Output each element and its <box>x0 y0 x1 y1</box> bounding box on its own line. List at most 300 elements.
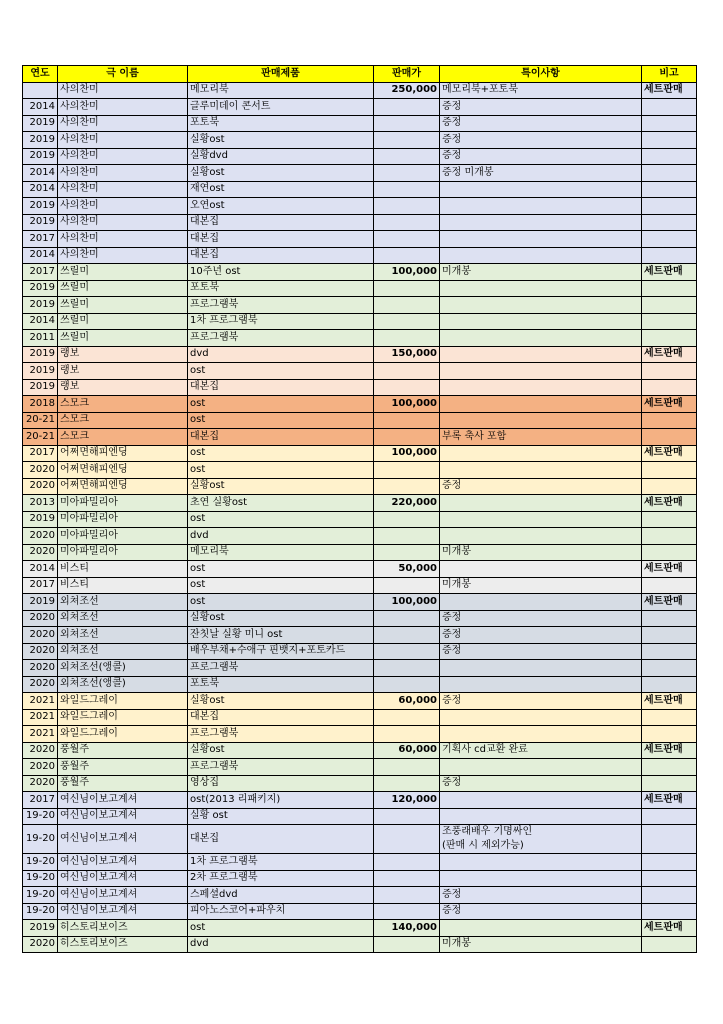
cell-show-name: 쓰릴미 <box>58 313 188 330</box>
cell-product: 포토북 <box>188 280 374 297</box>
cell-remarks <box>642 198 697 215</box>
cell-show-name: 히스토리보이즈 <box>58 920 188 937</box>
cell-notes: 미개봉 <box>440 264 642 281</box>
cell-price <box>374 808 440 825</box>
cell-price <box>374 115 440 132</box>
cell-product: 실황ost <box>188 693 374 710</box>
cell-remarks <box>642 132 697 149</box>
cell-year: 2014 <box>23 561 58 578</box>
cell-show-name: 어쩌면해피엔딩 <box>58 478 188 495</box>
cell-year: 2019 <box>23 297 58 314</box>
cell-show-name: 여신님이보고계셔 <box>58 903 188 920</box>
cell-product: dvd <box>188 936 374 953</box>
cell-notes <box>440 445 642 462</box>
table-row <box>23 742 697 759</box>
cell-remarks <box>642 280 697 297</box>
cell-show-name: 외쳐조선 <box>58 594 188 611</box>
cell-price <box>374 577 440 594</box>
cell-year: 2019 <box>23 920 58 937</box>
table-row <box>23 132 697 149</box>
cell-product: ost <box>188 363 374 380</box>
cell-notes: 증정 미개봉 <box>440 165 642 182</box>
cell-product: 글루미데이 콘서트 <box>188 99 374 116</box>
cell-show-name: 여신님이보고계셔 <box>58 854 188 871</box>
cell-remarks <box>642 854 697 871</box>
cell-notes <box>440 726 642 743</box>
table-row <box>23 825 697 854</box>
cell-notes <box>440 870 642 887</box>
cell-show-name: 풍월주 <box>58 742 188 759</box>
cell-year: 2019 <box>23 214 58 231</box>
cell-product: 실황ost <box>188 165 374 182</box>
cell-remarks <box>642 887 697 904</box>
cell-notes <box>440 660 642 677</box>
cell-show-name: 여신님이보고계셔 <box>58 887 188 904</box>
sales-table <box>22 65 697 953</box>
cell-product: ost <box>188 920 374 937</box>
table-row <box>23 693 697 710</box>
cell-show-name: 스모크 <box>58 396 188 413</box>
table-row <box>23 887 697 904</box>
cell-year: 2019 <box>23 379 58 396</box>
cell-remarks <box>642 577 697 594</box>
table-row <box>23 660 697 677</box>
table-row <box>23 214 697 231</box>
cell-show-name: 랭보 <box>58 346 188 363</box>
cell-remarks <box>642 462 697 479</box>
cell-show-name: 사의찬미 <box>58 181 188 198</box>
cell-year: 2020 <box>23 528 58 545</box>
cell-notes: 부록 축사 포함 <box>440 429 642 446</box>
cell-price <box>374 627 440 644</box>
cell-show-name: 랭보 <box>58 379 188 396</box>
table-row <box>23 808 697 825</box>
cell-price <box>374 181 440 198</box>
table-row <box>23 903 697 920</box>
table-row <box>23 247 697 264</box>
cell-remarks <box>642 903 697 920</box>
table-row <box>23 264 697 281</box>
cell-remarks: 세트판매 <box>642 445 697 462</box>
cell-notes <box>440 396 642 413</box>
cell-product: 재연ost <box>188 181 374 198</box>
cell-product: 실황ost <box>188 478 374 495</box>
cell-price <box>374 887 440 904</box>
cell-show-name: 사의찬미 <box>58 82 188 99</box>
cell-year: 2017 <box>23 231 58 248</box>
cell-notes <box>440 214 642 231</box>
cell-price: 150,000 <box>374 346 440 363</box>
cell-price <box>374 280 440 297</box>
cell-show-name: 외쳐조선 <box>58 610 188 627</box>
cell-notes <box>440 528 642 545</box>
cell-price <box>374 198 440 215</box>
table-row <box>23 280 697 297</box>
cell-product: 대본집 <box>188 825 374 854</box>
cell-notes: 증정 <box>440 478 642 495</box>
cell-remarks <box>642 115 697 132</box>
table-row <box>23 379 697 396</box>
cell-remarks <box>642 181 697 198</box>
table-row <box>23 396 697 413</box>
cell-product: ost(2013 리패키지) <box>188 792 374 809</box>
cell-remarks <box>642 627 697 644</box>
cell-show-name: 와일드그레이 <box>58 693 188 710</box>
cell-notes <box>440 594 642 611</box>
cell-price <box>374 462 440 479</box>
cell-product: 실황dvd <box>188 148 374 165</box>
cell-year: 2018 <box>23 396 58 413</box>
cell-year: 2021 <box>23 709 58 726</box>
cell-notes <box>440 231 642 248</box>
cell-price: 220,000 <box>374 495 440 512</box>
cell-remarks <box>642 231 697 248</box>
cell-remarks <box>642 544 697 561</box>
cell-year: 2019 <box>23 363 58 380</box>
cell-remarks: 세트판매 <box>642 495 697 512</box>
cell-price: 100,000 <box>374 396 440 413</box>
cell-show-name: 풍월주 <box>58 759 188 776</box>
cell-remarks: 세트판매 <box>642 82 697 99</box>
table-row <box>23 544 697 561</box>
cell-product: 실황ost <box>188 742 374 759</box>
table-row <box>23 726 697 743</box>
cell-show-name: 랭보 <box>58 363 188 380</box>
cell-notes: 메모리북+포토북 <box>440 82 642 99</box>
table-row <box>23 330 697 347</box>
cell-product: ost <box>188 462 374 479</box>
header-year: 연도 <box>23 66 58 83</box>
cell-price <box>374 363 440 380</box>
cell-year: 2020 <box>23 775 58 792</box>
header-product: 판매제품 <box>188 66 374 83</box>
cell-notes <box>440 297 642 314</box>
cell-year: 2020 <box>23 742 58 759</box>
cell-price <box>374 643 440 660</box>
cell-notes <box>440 462 642 479</box>
cell-notes <box>440 709 642 726</box>
cell-show-name: 미아파밀리아 <box>58 495 188 512</box>
cell-year: 2019 <box>23 148 58 165</box>
cell-show-name: 여신님이보고계셔 <box>58 825 188 854</box>
table-row <box>23 148 697 165</box>
cell-year: 19-20 <box>23 903 58 920</box>
cell-product: ost <box>188 412 374 429</box>
cell-year: 2020 <box>23 627 58 644</box>
cell-product: 실황ost <box>188 610 374 627</box>
cell-product: 프로그램북 <box>188 660 374 677</box>
cell-notes: 증정 <box>440 627 642 644</box>
cell-product: 스페셜dvd <box>188 887 374 904</box>
cell-product: 10주년 ost <box>188 264 374 281</box>
cell-remarks <box>642 759 697 776</box>
cell-show-name: 풍월주 <box>58 775 188 792</box>
cell-product: 피아노스코어+파우치 <box>188 903 374 920</box>
cell-show-name: 사의찬미 <box>58 214 188 231</box>
cell-year: 2017 <box>23 445 58 462</box>
table-row <box>23 561 697 578</box>
cell-year: 2019 <box>23 346 58 363</box>
cell-year: 2019 <box>23 198 58 215</box>
cell-year <box>23 82 58 99</box>
cell-remarks <box>642 643 697 660</box>
cell-price <box>374 214 440 231</box>
cell-year: 2021 <box>23 693 58 710</box>
cell-product: 1차 프로그램북 <box>188 313 374 330</box>
cell-show-name: 사의찬미 <box>58 231 188 248</box>
table-row <box>23 792 697 809</box>
cell-price <box>374 709 440 726</box>
cell-notes <box>440 346 642 363</box>
cell-year: 19-20 <box>23 887 58 904</box>
cell-price: 140,000 <box>374 920 440 937</box>
cell-notes: 조풍래배우 기명싸인 (판매 시 제외가능) <box>440 825 642 854</box>
cell-notes <box>440 280 642 297</box>
cell-product: 대본집 <box>188 709 374 726</box>
cell-price <box>374 511 440 528</box>
cell-notes: 증정 <box>440 903 642 920</box>
cell-price <box>374 726 440 743</box>
cell-price <box>374 247 440 264</box>
table-row <box>23 775 697 792</box>
cell-product: 실황ost <box>188 132 374 149</box>
cell-remarks <box>642 363 697 380</box>
cell-show-name: 사의찬미 <box>58 198 188 215</box>
cell-price <box>374 660 440 677</box>
cell-show-name: 여신님이보고계셔 <box>58 870 188 887</box>
cell-remarks <box>642 775 697 792</box>
header-remarks: 비고 <box>642 66 697 83</box>
cell-remarks <box>642 330 697 347</box>
cell-show-name: 스모크 <box>58 429 188 446</box>
cell-show-name: 미아파밀리아 <box>58 544 188 561</box>
table-row <box>23 82 697 99</box>
cell-price: 120,000 <box>374 792 440 809</box>
cell-price: 50,000 <box>374 561 440 578</box>
cell-notes: 증정 <box>440 610 642 627</box>
cell-notes: 증정 <box>440 643 642 660</box>
cell-show-name: 사의찬미 <box>58 99 188 116</box>
cell-remarks <box>642 825 697 854</box>
header-price: 판매가 <box>374 66 440 83</box>
cell-notes <box>440 676 642 693</box>
cell-notes <box>440 854 642 871</box>
cell-notes: 증정 <box>440 887 642 904</box>
cell-show-name: 쓰릴미 <box>58 280 188 297</box>
cell-product: 오연ost <box>188 198 374 215</box>
cell-product: 대본집 <box>188 214 374 231</box>
cell-show-name: 여신님이보고계셔 <box>58 808 188 825</box>
cell-product: 초연 실황ost <box>188 495 374 512</box>
cell-show-name: 외쳐조선(앵콜) <box>58 676 188 693</box>
cell-price <box>374 429 440 446</box>
cell-remarks <box>642 99 697 116</box>
cell-product: 포토북 <box>188 676 374 693</box>
cell-price <box>374 231 440 248</box>
cell-notes <box>440 198 642 215</box>
table-row <box>23 198 697 215</box>
table-row <box>23 181 697 198</box>
cell-remarks <box>642 610 697 627</box>
cell-price <box>374 330 440 347</box>
cell-remarks <box>642 247 697 264</box>
table-row <box>23 495 697 512</box>
cell-product: 메모리북 <box>188 82 374 99</box>
cell-year: 2014 <box>23 99 58 116</box>
cell-price <box>374 297 440 314</box>
cell-remarks <box>642 660 697 677</box>
cell-remarks: 세트판매 <box>642 594 697 611</box>
cell-year: 2013 <box>23 495 58 512</box>
cell-remarks <box>642 297 697 314</box>
cell-notes: 증정 <box>440 693 642 710</box>
table-body <box>23 82 697 953</box>
cell-notes <box>440 181 642 198</box>
cell-remarks <box>642 429 697 446</box>
cell-show-name: 어쩌면해피엔딩 <box>58 462 188 479</box>
cell-year: 2014 <box>23 313 58 330</box>
cell-notes: 증정 <box>440 115 642 132</box>
cell-remarks: 세트판매 <box>642 920 697 937</box>
cell-price <box>374 165 440 182</box>
cell-remarks <box>642 726 697 743</box>
cell-notes <box>440 920 642 937</box>
cell-product: 포토북 <box>188 115 374 132</box>
table-row <box>23 594 697 611</box>
cell-show-name: 사의찬미 <box>58 165 188 182</box>
cell-notes: 미개봉 <box>440 544 642 561</box>
cell-notes: 증정 <box>440 148 642 165</box>
cell-price <box>374 825 440 854</box>
table-row <box>23 99 697 116</box>
cell-show-name: 사의찬미 <box>58 247 188 264</box>
cell-notes <box>440 511 642 528</box>
cell-notes <box>440 313 642 330</box>
cell-price <box>374 528 440 545</box>
cell-remarks <box>642 148 697 165</box>
cell-year: 2017 <box>23 577 58 594</box>
table-row <box>23 528 697 545</box>
table-row <box>23 478 697 495</box>
cell-show-name: 쓰릴미 <box>58 330 188 347</box>
table-row <box>23 412 697 429</box>
cell-price <box>374 854 440 871</box>
cell-year: 2019 <box>23 115 58 132</box>
table-row <box>23 870 697 887</box>
cell-show-name: 외쳐조선(앵콜) <box>58 660 188 677</box>
cell-product: ost <box>188 561 374 578</box>
cell-year: 20-21 <box>23 429 58 446</box>
cell-remarks: 세트판매 <box>642 693 697 710</box>
table-row <box>23 363 697 380</box>
cell-notes: 기획사 cd교환 완료 <box>440 742 642 759</box>
cell-product: 배우부채+수애구 핀뱃지+포토카드 <box>188 643 374 660</box>
cell-remarks: 세트판매 <box>642 792 697 809</box>
cell-notes: 미개봉 <box>440 936 642 953</box>
cell-year: 2020 <box>23 643 58 660</box>
cell-notes <box>440 363 642 380</box>
cell-year: 2014 <box>23 181 58 198</box>
cell-show-name: 와일드그레이 <box>58 709 188 726</box>
cell-price <box>374 544 440 561</box>
cell-price <box>374 903 440 920</box>
cell-product: ost <box>188 511 374 528</box>
cell-remarks <box>642 313 697 330</box>
table-row <box>23 643 697 660</box>
cell-remarks <box>642 214 697 231</box>
cell-product: 대본집 <box>188 379 374 396</box>
cell-price: 100,000 <box>374 594 440 611</box>
cell-notes <box>440 495 642 512</box>
cell-product: 대본집 <box>188 247 374 264</box>
cell-show-name: 와일드그레이 <box>58 726 188 743</box>
cell-year: 2019 <box>23 280 58 297</box>
cell-product: ost <box>188 594 374 611</box>
table-row <box>23 709 697 726</box>
cell-notes <box>440 561 642 578</box>
cell-remarks <box>642 528 697 545</box>
cell-notes <box>440 412 642 429</box>
cell-year: 2017 <box>23 264 58 281</box>
cell-remarks <box>642 379 697 396</box>
cell-remarks <box>642 676 697 693</box>
cell-notes: 증정 <box>440 99 642 116</box>
cell-show-name: 비스티 <box>58 561 188 578</box>
cell-remarks <box>642 808 697 825</box>
cell-year: 2014 <box>23 247 58 264</box>
cell-price <box>374 379 440 396</box>
cell-product: 프로그램북 <box>188 759 374 776</box>
cell-product: 2차 프로그램북 <box>188 870 374 887</box>
cell-price: 100,000 <box>374 264 440 281</box>
table-row <box>23 462 697 479</box>
cell-show-name: 사의찬미 <box>58 148 188 165</box>
header-show-name: 극 이름 <box>58 66 188 83</box>
cell-show-name: 외쳐조선 <box>58 627 188 644</box>
cell-year: 2020 <box>23 544 58 561</box>
cell-show-name: 사의찬미 <box>58 132 188 149</box>
cell-year: 2020 <box>23 610 58 627</box>
table-row <box>23 854 697 871</box>
cell-price: 250,000 <box>374 82 440 99</box>
cell-price <box>374 676 440 693</box>
cell-year: 2019 <box>23 594 58 611</box>
cell-show-name: 외쳐조선 <box>58 643 188 660</box>
cell-remarks: 세트판매 <box>642 346 697 363</box>
table-row <box>23 445 697 462</box>
cell-year: 2020 <box>23 759 58 776</box>
cell-remarks: 세트판매 <box>642 264 697 281</box>
cell-notes <box>440 792 642 809</box>
cell-product: 대본집 <box>188 231 374 248</box>
table-row <box>23 759 697 776</box>
table-row <box>23 920 697 937</box>
cell-remarks <box>642 412 697 429</box>
cell-notes <box>440 808 642 825</box>
cell-year: 2019 <box>23 511 58 528</box>
cell-product: ost <box>188 396 374 413</box>
cell-notes: 증정 <box>440 132 642 149</box>
cell-price <box>374 148 440 165</box>
cell-remarks <box>642 478 697 495</box>
cell-product: 프로그램북 <box>188 330 374 347</box>
cell-year: 2019 <box>23 132 58 149</box>
table-row <box>23 231 697 248</box>
cell-show-name: 쓰릴미 <box>58 297 188 314</box>
table-row <box>23 511 697 528</box>
cell-year: 19-20 <box>23 854 58 871</box>
cell-year: 2014 <box>23 165 58 182</box>
